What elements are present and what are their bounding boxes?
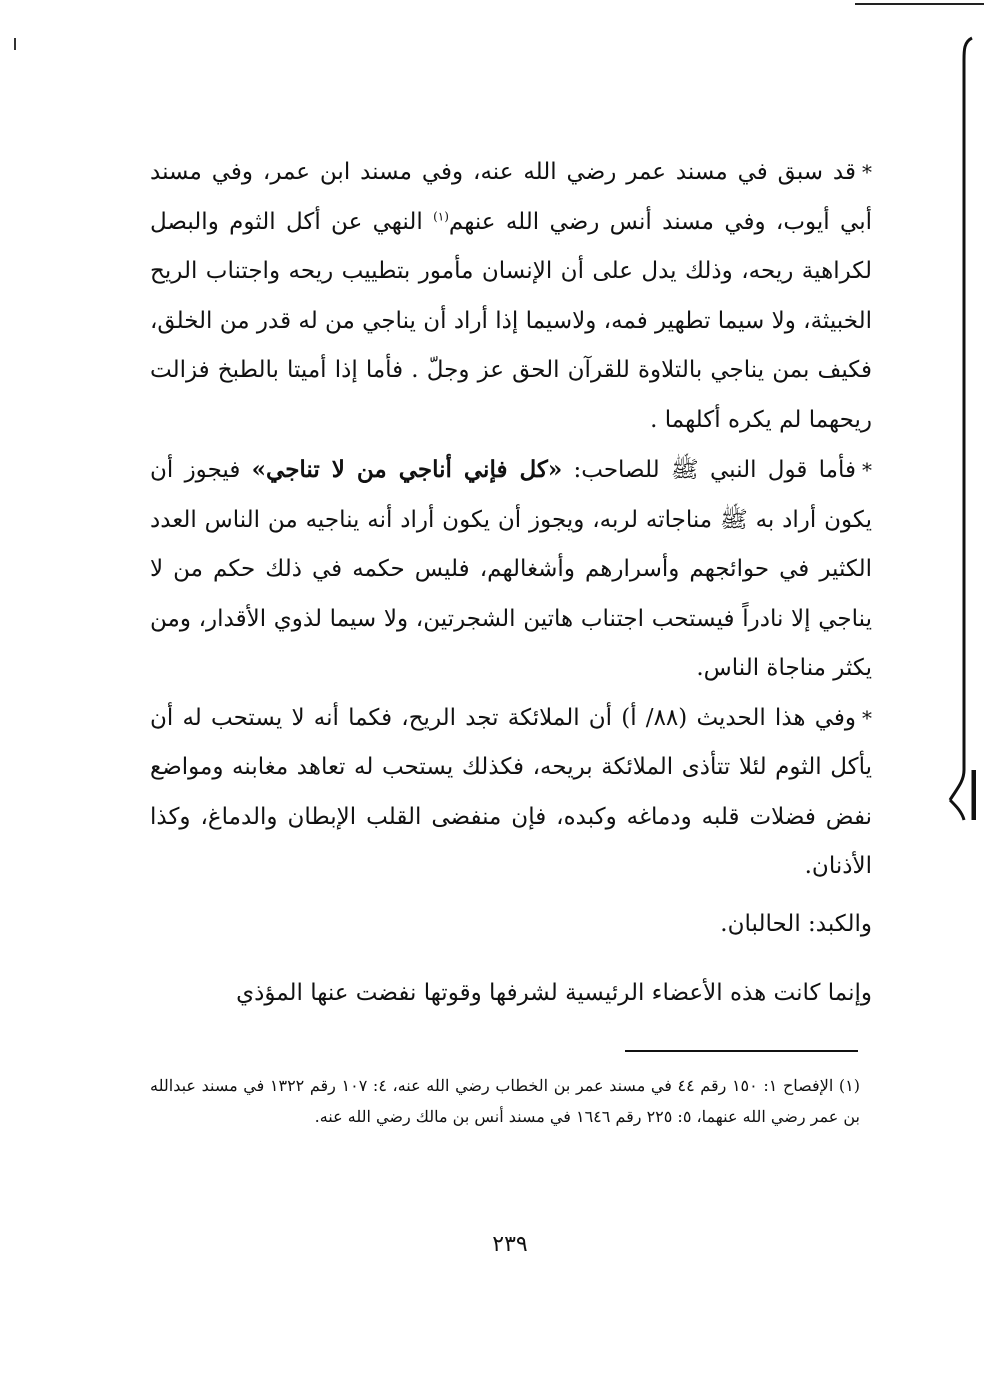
paragraph-text: وفي هذا الحديث (٨٨/ أ) أن الملائكة تجد الريح، فكما أنه لا يستحب له أن يأكل الثوم لئلا تتأذى الملائكة بريحه، فكذلك يستحب له تعاهد مغابنه ومواضع نفض فضلات قلبه ودماغه وكبده، فإن منفضى القلب الإبطان والدماغ، وكذا الأذنان.: [150, 704, 872, 879]
paragraph-1: [150, 148, 872, 445]
paragraph-5: [150, 969, 872, 1019]
footnote-text: الإفصاح ١: ١٥٠ رقم ٤٤ في مسند عمر بن الخطاب رضي الله عنه، ٤: ١٠٧ رقم ١٣٢٢ في مسند عبدالله بن عمر رضي الله عنهما، ٥: ٢٢٥ رقم ١٦٤٦ في مسند أنس بن مالك رضي الله عنه.: [150, 1076, 860, 1126]
scan-margin-bracket: [946, 30, 976, 830]
page-number: ٢٣٩: [492, 1232, 528, 1257]
paragraph-text: والكبد: الحالبان.: [720, 910, 872, 937]
footnote: [150, 1070, 860, 1132]
hadith-quote: «كل فإني أناجي من لا تناجي»: [251, 456, 563, 483]
paragraph-text: وإنما كانت هذه الأعضاء الرئيسية لشرفها وقوتها نفضت عنها المؤذي: [236, 980, 872, 1006]
paragraph-text: قد سبق في مسند عمر رضي الله عنه، وفي مسند ابن عمر، وفي مسند أبي أيوب، وفي مسند أنس رضي الله عنهم: [150, 159, 872, 235]
paragraph-4: [150, 900, 872, 950]
paragraph-3: [150, 694, 872, 892]
paragraph-text-continued: النهي عن أكل الثوم والبصل لكراهية ريحه، وذلك يدل على أن الإنسان مأمور بتطييب ريحه واجتناب الريح الخبيثة، ولا سيما تطهير فمه، ولاسيما إذا أراد أن يناجي من له قدر من الخلق، فكيف بمن يناجي بالتلاوة للقرآن الحق عز وجلّ . فأما إذا أميتا بالطبخ فزالت ريحهما لم يكره أكلهما .: [149, 208, 872, 433]
scan-edge-mark: [14, 38, 16, 50]
paragraph-marker: *: [862, 705, 872, 730]
paragraph-marker: *: [862, 160, 872, 184]
main-text: [150, 148, 872, 1019]
footnote-number: (١): [838, 1076, 860, 1095]
paragraph-2: [150, 445, 872, 694]
paragraph-text: فأما قول النبي ﷺ للصاحب:: [562, 457, 856, 483]
footnote-separator: [625, 1050, 858, 1052]
footnote-reference: (١): [433, 208, 449, 223]
scan-edge-line: [855, 3, 984, 5]
paragraph-text-continued: فيجوز أن يكون أراد به ﷺ مناجاته لربه، ويجوز أن يكون أراد أنه يناجيه من الناس العدد الكثير في حوائجهم وأسرارهم وأشغالهم، فليس حكمه في ذلك حكم من لا يناجي إلا نادراً فيستحب اجتناب هاتين الشجرتين، ولا سيما لذوي الأقدار، ومن يكثر مناجاة الناس.: [150, 457, 872, 681]
paragraph-marker: *: [861, 458, 872, 482]
